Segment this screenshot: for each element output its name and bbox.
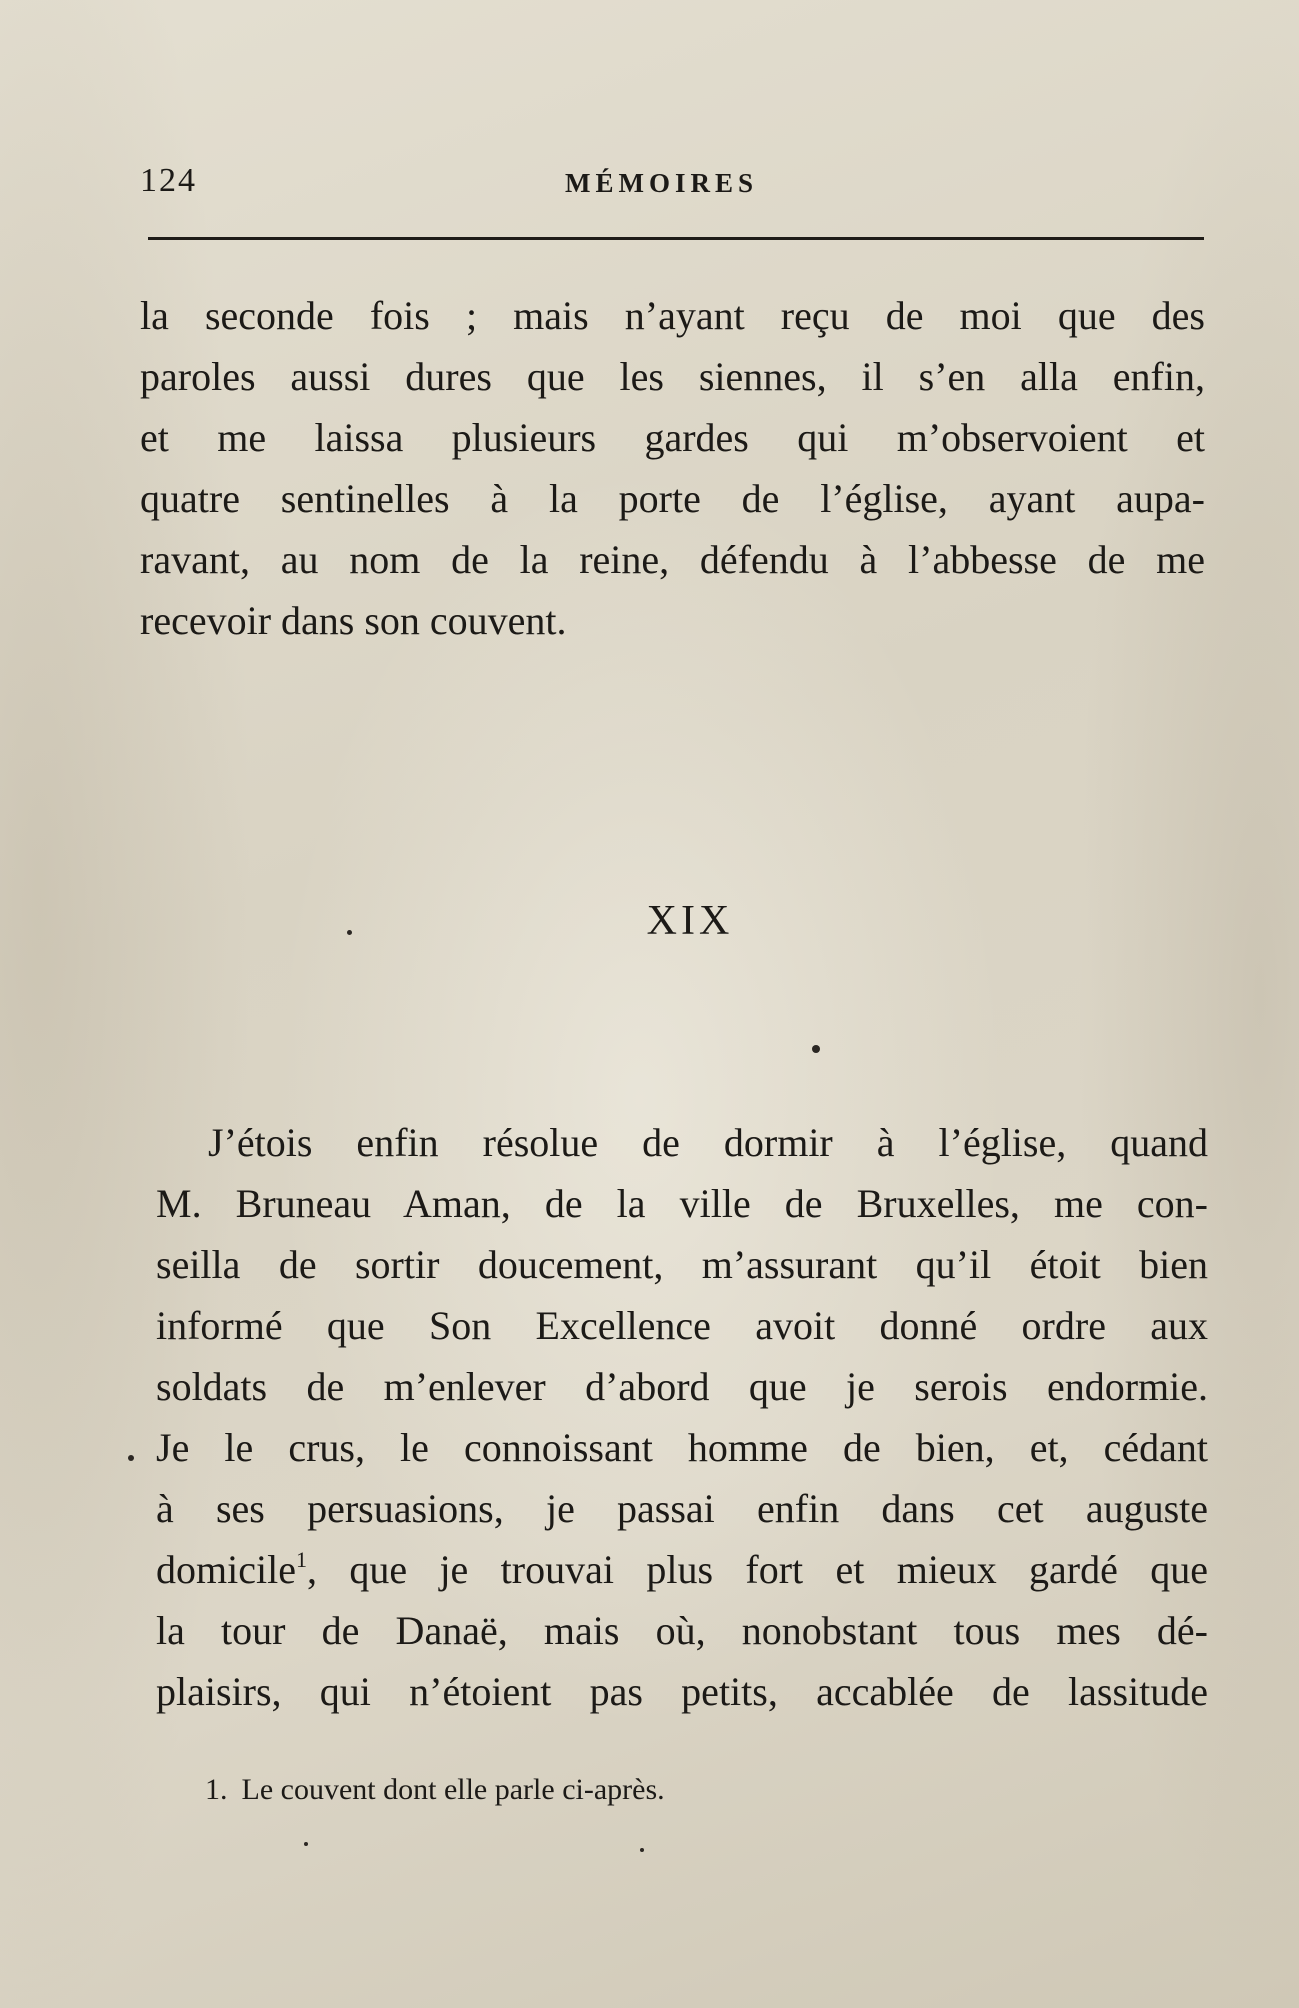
text-line: quatre sentinelles à la porte de l’église, ayant aupa-	[140, 476, 1205, 521]
paragraph-chapter-start	[156, 1112, 1208, 1722]
footnote	[205, 1773, 665, 1807]
text-line: et me laissa plusieurs gardes qui m’observoient et	[140, 415, 1205, 460]
text-line: informé que Son Excellence avoit donné ordre aux	[156, 1303, 1208, 1348]
paper-speck	[128, 1455, 134, 1461]
text-line: ravant, au nom de la reine, défendu à l’abbesse de me	[140, 537, 1205, 582]
page-header	[140, 162, 1210, 210]
paper-speck	[347, 930, 352, 935]
paper-speck	[640, 1848, 644, 1852]
footnote-reference: 1	[295, 1547, 307, 1572]
running-title: MÉMOIRES	[565, 168, 759, 198]
text-line: recevoir dans son couvent.	[140, 598, 567, 643]
text-line: paroles aussi dures que les siennes, il s’en alla enfin,	[140, 354, 1205, 399]
text-fragment: domicile	[156, 1547, 296, 1592]
text-line: Je le crus, le connoissant homme de bien, et, cédant	[156, 1425, 1208, 1470]
text-line: soldats de m’enlever d’abord que je serois endormie.	[156, 1364, 1208, 1409]
text-line: M. Bruneau Aman, de la ville de Bruxelles, me con-	[156, 1181, 1208, 1226]
text-line: plaisirs, qui n’étoient pas petits, accablée de lassitude	[156, 1669, 1208, 1714]
footnote-text: Le couvent dont elle parle ci-après.	[241, 1773, 665, 1806]
text-line: seilla de sortir doucement, m’assurant qu’il étoit bien	[156, 1242, 1208, 1287]
text-fragment: , que je trouvai plus fort et mieux gardé que	[306, 1547, 1208, 1592]
text-line: la tour de Danaë, mais où, nonobstant tous mes dé-	[156, 1608, 1208, 1653]
chapter-heading: XIX	[646, 898, 734, 944]
paper-speck	[812, 1045, 820, 1053]
page-number: 124	[140, 162, 197, 199]
header-rule	[148, 237, 1204, 240]
footnote-number: 1.	[205, 1773, 228, 1806]
text-line: J’étois enfin résolue de dormir à l’église, quand	[208, 1120, 1208, 1165]
paper-speck	[304, 1842, 308, 1846]
text-line-with-note	[156, 1539, 1208, 1600]
paragraph-continuation	[140, 285, 1205, 651]
text-line: la seconde fois ; mais n’ayant reçu de moi que des	[140, 293, 1205, 338]
text-line: à ses persuasions, je passai enfin dans cet auguste	[156, 1486, 1208, 1531]
